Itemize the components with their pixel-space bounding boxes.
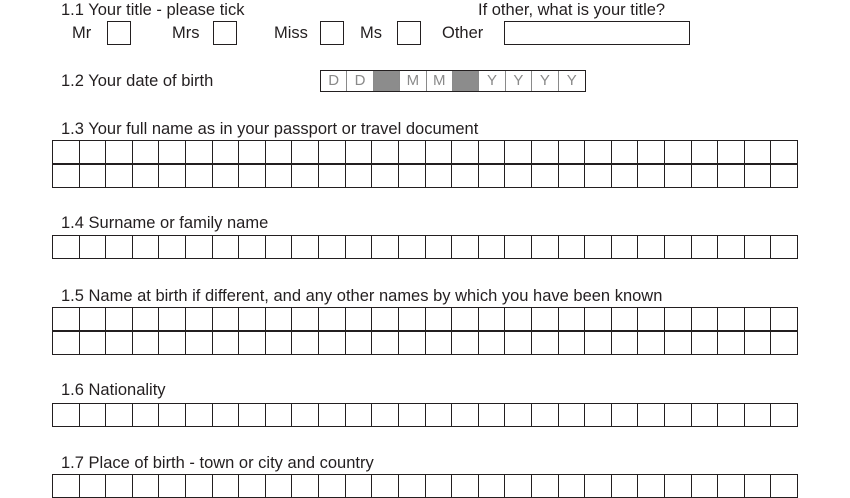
letter-box[interactable] [451,331,478,355]
letter-box[interactable] [158,331,185,355]
surname-label: 1.4 Surname or family name [61,214,269,232]
letter-box[interactable] [611,403,638,427]
birth-name-label: 1.5 Name at birth if different, and any other names by which you have been known [61,287,663,305]
dob-label: 1.2 Your date of birth [61,72,214,90]
letter-box[interactable] [398,140,425,164]
letter-box[interactable] [584,307,611,331]
letter-box[interactable] [637,331,664,355]
letter-box[interactable] [717,140,744,164]
title-miss-checkbox[interactable] [320,21,344,45]
letter-box[interactable] [425,331,452,355]
letter-box[interactable] [371,403,398,427]
birth-name-row-2[interactable] [52,331,798,355]
letter-box[interactable] [504,140,531,164]
letter-box[interactable] [504,307,531,331]
letter-box[interactable] [558,307,585,331]
title-option-mrs-label: Mrs [172,24,200,42]
letter-box[interactable] [291,403,318,427]
letter-box[interactable] [398,235,425,259]
other-title-question-label: If other, what is your title? [478,1,666,19]
letter-box[interactable] [504,235,531,259]
letter-box[interactable] [691,307,718,331]
letter-box[interactable] [371,164,398,188]
letter-box[interactable] [185,331,212,355]
letter-box[interactable] [744,235,771,259]
letter-box[interactable] [371,235,398,259]
letter-box[interactable] [398,307,425,331]
letter-box[interactable] [770,307,798,331]
letter-box[interactable] [52,331,79,355]
letter-box[interactable] [558,164,585,188]
letter-box[interactable] [558,140,585,164]
letter-box[interactable] [664,140,691,164]
letter-box[interactable] [132,235,159,259]
letter-box[interactable] [744,140,771,164]
letter-box[interactable] [531,403,558,427]
letter-box[interactable] [318,307,345,331]
letter-box[interactable] [478,403,505,427]
letter-box[interactable] [664,164,691,188]
letter-box[interactable] [478,164,505,188]
letter-box[interactable] [318,235,345,259]
letter-box[interactable] [158,307,185,331]
letter-box[interactable] [451,235,478,259]
letter-box[interactable] [158,140,185,164]
letter-box[interactable] [105,164,132,188]
letter-box[interactable] [345,331,372,355]
letter-box[interactable] [52,140,79,164]
letter-box[interactable] [691,164,718,188]
title-option-ms-label: Ms [360,24,382,42]
dob-month-1[interactable]: M [400,71,426,91]
letter-box[interactable] [425,403,452,427]
letter-box[interactable] [132,307,159,331]
letter-box[interactable] [584,331,611,355]
letter-box[interactable] [717,164,744,188]
letter-box[interactable] [478,235,505,259]
title-ms-checkbox[interactable] [397,21,421,45]
letter-box[interactable] [398,164,425,188]
letter-box[interactable] [238,235,265,259]
letter-box[interactable] [345,307,372,331]
letter-box[interactable] [291,164,318,188]
letter-box[interactable] [637,235,664,259]
dob-day-1[interactable]: D [321,71,347,91]
letter-box[interactable] [611,164,638,188]
letter-box[interactable] [531,307,558,331]
letter-box[interactable] [717,403,744,427]
letter-box[interactable] [79,164,106,188]
letter-box[interactable] [611,235,638,259]
letter-box[interactable] [664,403,691,427]
letter-box[interactable] [318,164,345,188]
letter-box[interactable] [611,307,638,331]
letter-box[interactable] [265,331,292,355]
letter-box[interactable] [345,235,372,259]
letter-box[interactable] [451,164,478,188]
letter-box[interactable] [584,235,611,259]
letter-box[interactable] [770,403,798,427]
letter-box[interactable] [504,164,531,188]
title-mrs-checkbox[interactable] [213,21,237,45]
letter-box[interactable] [265,164,292,188]
letter-box[interactable] [371,307,398,331]
letter-box[interactable] [451,307,478,331]
letter-box[interactable] [238,331,265,355]
letter-box[interactable] [185,164,212,188]
letter-box[interactable] [744,164,771,188]
birth-name-row-1[interactable] [52,307,798,331]
dob-year-3[interactable]: Y [532,71,558,91]
letter-box[interactable] [770,235,798,259]
letter-box[interactable] [158,235,185,259]
letter-box[interactable] [451,403,478,427]
letter-box[interactable] [770,164,798,188]
letter-box[interactable] [238,307,265,331]
letter-box[interactable] [265,403,292,427]
letter-box[interactable] [531,235,558,259]
letter-box[interactable] [611,331,638,355]
letter-box[interactable] [105,331,132,355]
letter-box[interactable] [212,403,239,427]
letter-box[interactable] [478,140,505,164]
letter-box[interactable] [345,164,372,188]
letter-box[interactable] [558,235,585,259]
letter-box[interactable] [664,307,691,331]
letter-box[interactable] [52,235,79,259]
letter-box[interactable] [212,307,239,331]
title-mr-checkbox[interactable] [107,21,131,45]
letter-box[interactable] [105,307,132,331]
letter-box[interactable] [52,307,79,331]
letter-box[interactable] [371,331,398,355]
letter-box[interactable] [425,307,452,331]
letter-box[interactable] [558,403,585,427]
letter-box[interactable] [425,235,452,259]
letter-box[interactable] [770,331,798,355]
letter-box[interactable] [105,403,132,427]
letter-box[interactable] [770,140,798,164]
letter-box[interactable] [291,235,318,259]
letter-box[interactable] [744,403,771,427]
surname-row[interactable] [52,235,798,259]
letter-box[interactable] [265,140,292,164]
letter-box[interactable] [611,140,638,164]
letter-box[interactable] [425,140,452,164]
letter-box[interactable] [531,140,558,164]
dob-year-2[interactable]: Y [506,71,532,91]
letter-box[interactable] [52,164,79,188]
title-question-label: 1.1 Your title - please tick [61,1,245,19]
letter-box[interactable] [291,331,318,355]
letter-box[interactable] [265,307,292,331]
letter-box[interactable] [531,164,558,188]
letter-box[interactable] [105,235,132,259]
letter-box[interactable] [291,140,318,164]
letter-box[interactable] [744,307,771,331]
title-option-miss-label: Miss [274,24,308,42]
letter-box[interactable] [158,164,185,188]
letter-box[interactable] [504,403,531,427]
letter-box[interactable] [212,235,239,259]
letter-box[interactable] [345,403,372,427]
letter-box[interactable] [664,235,691,259]
letter-box[interactable] [79,140,106,164]
letter-box[interactable] [79,235,106,259]
full-name-row-1[interactable] [52,140,798,164]
letter-box[interactable] [185,140,212,164]
place-of-birth-label: 1.7 Place of birth - town or city and country [61,454,374,472]
letter-box[interactable] [158,403,185,427]
dob-day-2[interactable]: D [347,71,373,91]
letter-box[interactable] [637,164,664,188]
letter-box[interactable] [238,164,265,188]
dob-separator [453,71,479,91]
letter-box[interactable] [398,403,425,427]
full-name-row-2[interactable] [52,164,798,188]
dob-year-4[interactable]: Y [566,72,577,89]
letter-box[interactable] [132,140,159,164]
other-title-input[interactable] [504,21,690,45]
letter-box[interactable] [345,140,372,164]
full-name-label: 1.3 Your full name as in your passport or travel document [61,120,479,138]
letter-box[interactable] [504,331,531,355]
letter-box[interactable] [371,140,398,164]
letter-box[interactable] [212,331,239,355]
letter-box[interactable] [637,307,664,331]
nationality-row[interactable] [52,403,798,427]
title-option-mr-label: Mr [72,24,92,42]
letter-box[interactable] [132,331,159,355]
letter-box[interactable] [185,235,212,259]
letter-box[interactable] [637,140,664,164]
letter-box[interactable] [744,331,771,355]
letter-box[interactable] [265,235,292,259]
letter-box[interactable] [212,164,239,188]
letter-box[interactable] [185,403,212,427]
letter-box[interactable] [425,164,452,188]
letter-box[interactable] [691,331,718,355]
letter-box[interactable] [451,140,478,164]
letter-box[interactable] [105,140,132,164]
dob-separator [374,71,400,91]
title-option-other-label: Other [442,24,484,42]
letter-box[interactable] [584,403,611,427]
letter-box[interactable] [318,403,345,427]
letter-box[interactable] [291,307,318,331]
letter-box[interactable] [238,140,265,164]
letter-box[interactable] [664,331,691,355]
letter-box[interactable] [691,403,718,427]
letter-box[interactable] [79,307,106,331]
letter-box[interactable] [637,403,664,427]
nationality-label: 1.6 Nationality [61,381,166,399]
letter-box[interactable] [558,331,585,355]
letter-box[interactable] [691,140,718,164]
letter-box[interactable] [717,331,744,355]
letter-box[interactable] [212,140,239,164]
dob-year-1[interactable]: Y [479,71,505,91]
dob-field[interactable] [320,70,586,92]
letter-box[interactable] [478,307,505,331]
letter-box[interactable] [79,331,106,355]
letter-box[interactable] [132,403,159,427]
letter-box[interactable] [132,164,159,188]
letter-box[interactable] [478,331,505,355]
letter-box[interactable] [318,140,345,164]
letter-box[interactable] [185,307,212,331]
letter-box[interactable] [584,140,611,164]
letter-box[interactable] [717,235,744,259]
letter-box[interactable] [238,403,265,427]
letter-box[interactable] [79,403,106,427]
letter-box[interactable] [318,331,345,355]
letter-box[interactable] [691,235,718,259]
dob-month-2[interactable]: M [427,71,453,91]
letter-box[interactable] [717,307,744,331]
letter-box[interactable] [52,403,79,427]
letter-box[interactable] [531,331,558,355]
letter-box[interactable] [398,331,425,355]
letter-box[interactable] [584,164,611,188]
